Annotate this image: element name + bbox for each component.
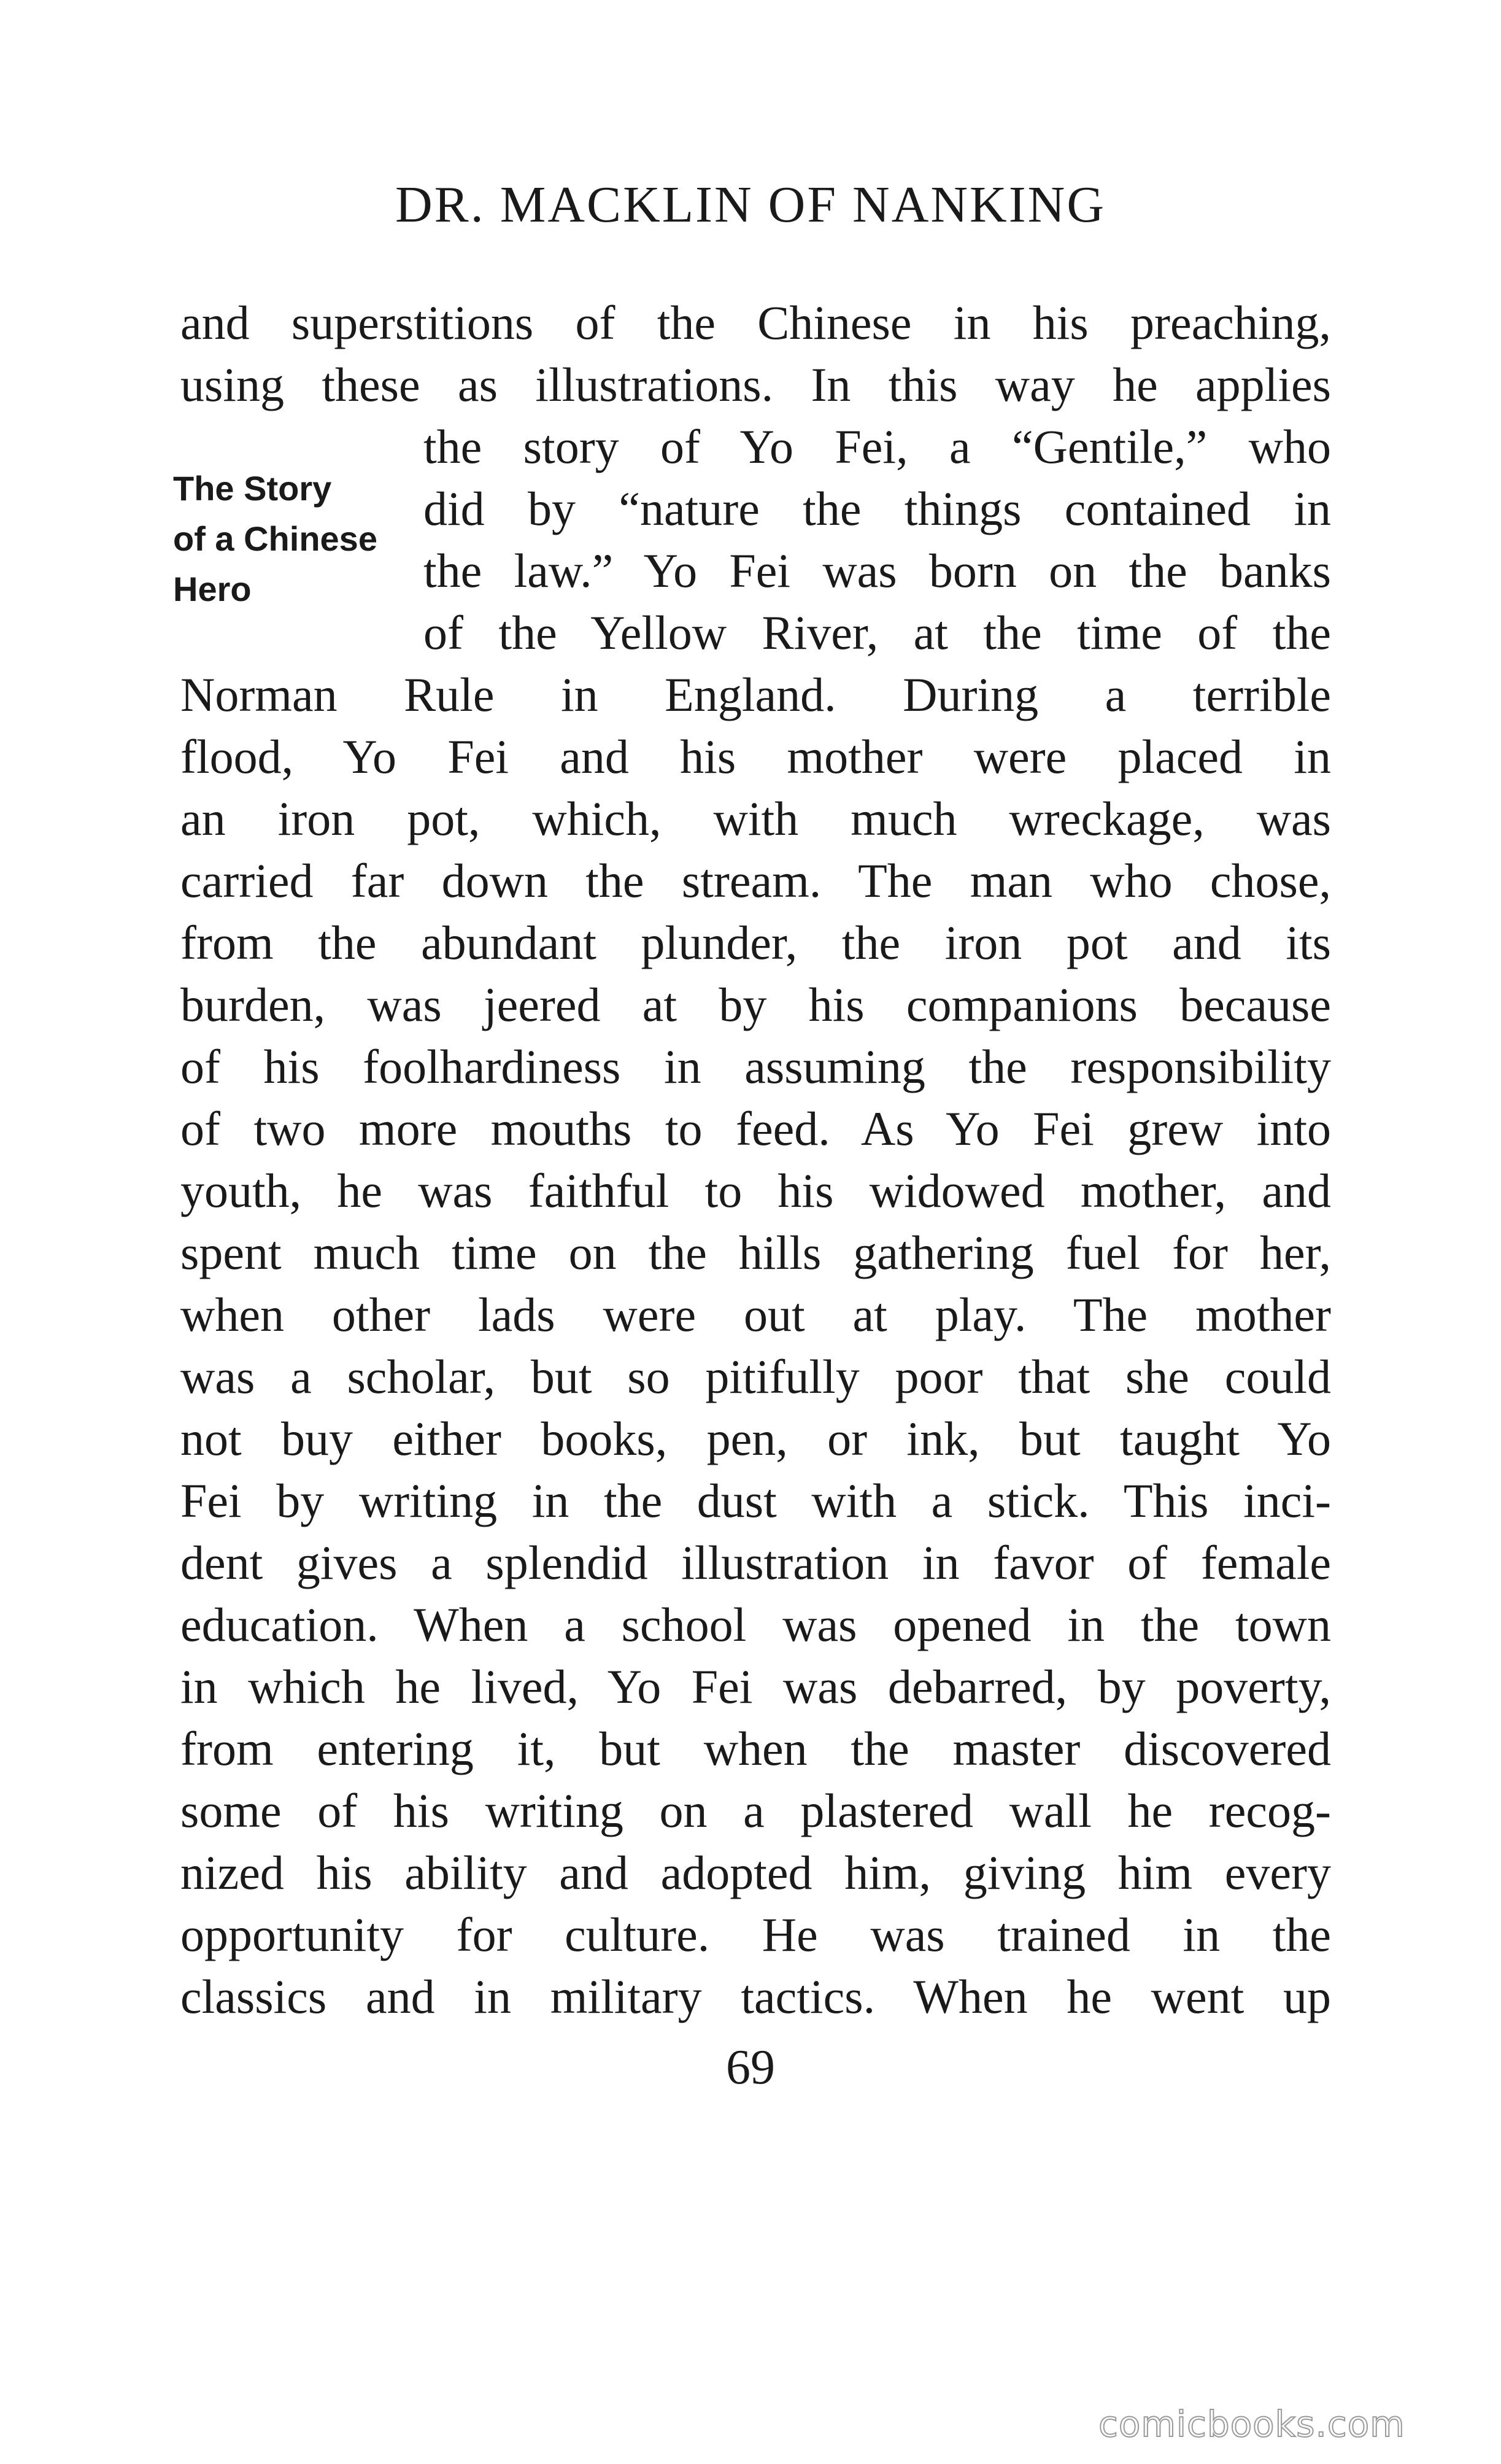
body-line: did by “nature the things contained in xyxy=(423,482,1331,535)
sidenote-line-3: Hero xyxy=(173,570,252,608)
page-number: 69 xyxy=(726,2040,775,2094)
body-line: was a scholar, but so pitifully poor that she could xyxy=(180,1350,1331,1403)
body-line: Fei by writing in the dust with a stick. This inci- xyxy=(180,1474,1331,1527)
body-line: some of his writing on a plastered wall he recog- xyxy=(180,1784,1331,1837)
body-line: in which he lived, Yo Fei was debarred, by poverty, xyxy=(180,1660,1331,1713)
sidenote-line-2: of a Chinese xyxy=(173,519,377,558)
body-line: an iron pot, which, with much wreckage, was xyxy=(180,792,1331,845)
body-line: opportunity for culture. He was trained in the xyxy=(180,1908,1331,1961)
body-line: and superstitions of the Chinese in his preaching, xyxy=(180,296,1331,349)
body-line: dent gives a splendid illustration in favor of female xyxy=(180,1536,1331,1589)
body-line: the story of Yo Fei, a “Gentile,” who xyxy=(423,420,1331,473)
watermark: comicbooks.com xyxy=(1098,2403,1405,2445)
body-line: spent much time on the hills gathering fuel for her, xyxy=(180,1226,1331,1279)
body-line: when other lads were out at play. The mother xyxy=(180,1288,1331,1341)
body-line: not buy either books, pen, or ink, but taught Yo xyxy=(180,1412,1331,1465)
body-line: education. When a school was opened in the town xyxy=(180,1598,1331,1651)
body-line: from the abundant plunder, the iron pot and its xyxy=(180,916,1331,969)
body-line: of the Yellow River, at the time of the xyxy=(423,606,1331,659)
body-line: of his foolhardiness in assuming the responsibility xyxy=(180,1040,1331,1093)
body-line: nized his ability and adopted him, giving him every xyxy=(180,1846,1331,1899)
body-line: flood, Yo Fei and his mother were placed in xyxy=(180,730,1331,783)
body-line: the law.” Yo Fei was born on the banks xyxy=(423,544,1331,597)
body-line: burden, was jeered at by his companions because xyxy=(180,978,1331,1031)
body-line: carried far down the stream. The man who chose, xyxy=(180,854,1331,907)
running-title: DR. MACKLIN OF NANKING xyxy=(395,176,1106,233)
body-line: youth, he was faithful to his widowed mother, and xyxy=(180,1164,1331,1217)
body-line: of two more mouths to feed. As Yo Fei grew into xyxy=(180,1102,1331,1155)
body-line: using these as illustrations. In this way he applies xyxy=(180,358,1331,411)
body-line: classics and in military tactics. When he went up xyxy=(180,1970,1331,2023)
body-line: from entering it, but when the master discovered xyxy=(180,1722,1331,1775)
sidenote-line-1: The Story xyxy=(173,469,332,508)
body-line: Norman Rule in England. During a terrible xyxy=(180,668,1331,721)
